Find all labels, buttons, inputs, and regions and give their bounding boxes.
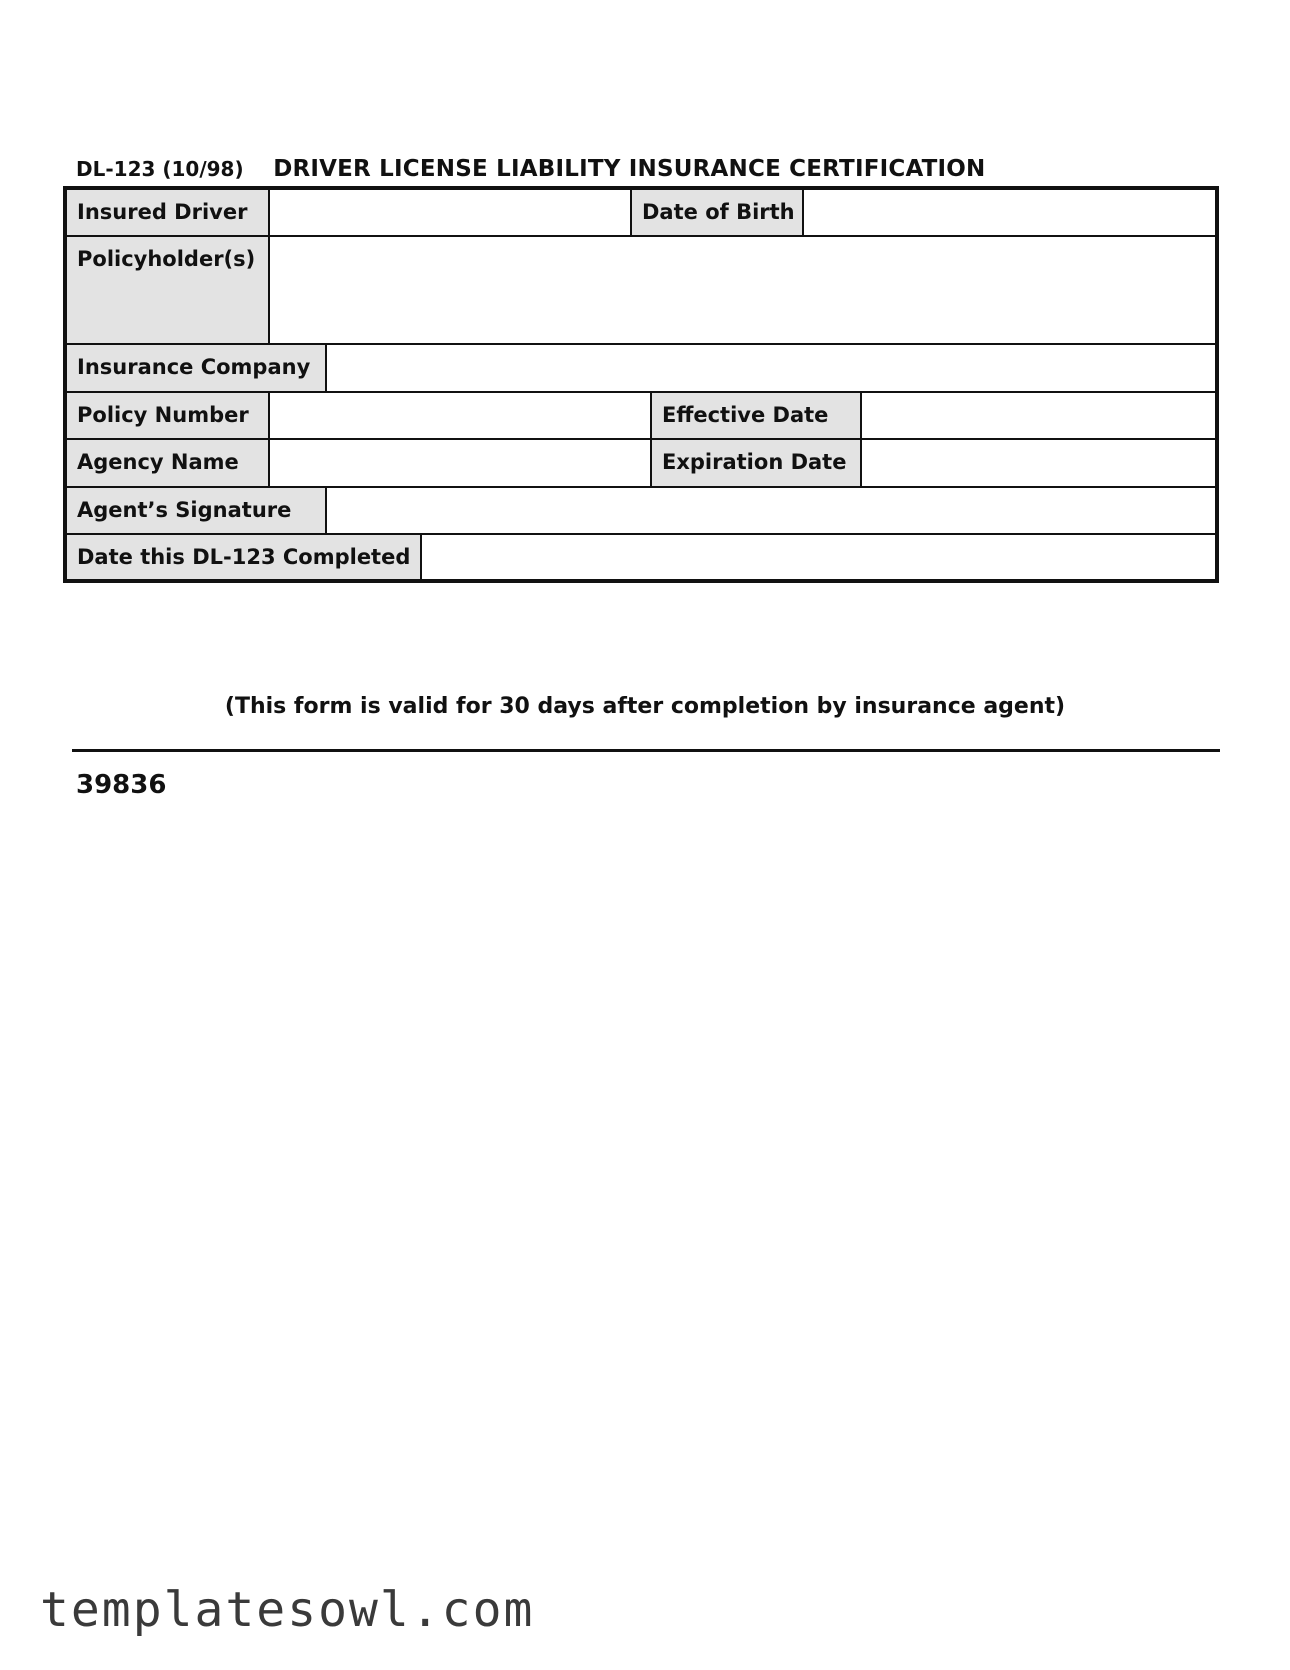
- footer-divider: [72, 749, 1220, 752]
- form-code: DL-123 (10/98): [76, 157, 244, 181]
- form-header: [76, 156, 986, 182]
- expiration-date-label: Expiration Date: [652, 440, 862, 486]
- row-policyholders: [67, 237, 1215, 345]
- policyholders-field[interactable]: [270, 237, 1215, 343]
- form-number: 39836: [76, 770, 167, 800]
- row-agency-name: [67, 440, 1215, 488]
- policyholders-label: Policyholder(s): [67, 237, 270, 343]
- insured-driver-label: Insured Driver: [67, 190, 270, 235]
- agency-name-field[interactable]: [270, 440, 652, 486]
- row-date-completed: [67, 535, 1215, 579]
- effective-date-label: Effective Date: [652, 393, 862, 438]
- watermark: templatesowl.com: [40, 1582, 535, 1638]
- effective-date-field[interactable]: [862, 393, 1215, 438]
- row-policy-number: [67, 393, 1215, 440]
- agents-signature-field[interactable]: [327, 488, 1215, 533]
- row-insurance-company: [67, 345, 1215, 393]
- certification-form: [63, 186, 1219, 583]
- row-agents-signature: [67, 488, 1215, 535]
- expiration-date-field[interactable]: [862, 440, 1215, 486]
- row-insured-driver: [67, 190, 1215, 237]
- date-of-birth-field[interactable]: [804, 190, 1215, 235]
- insured-driver-field[interactable]: [270, 190, 632, 235]
- insurance-company-label: Insurance Company: [67, 345, 327, 391]
- policy-number-field[interactable]: [270, 393, 652, 438]
- policy-number-label: Policy Number: [67, 393, 270, 438]
- validity-note: (This form is valid for 30 days after completion by insurance agent): [224, 694, 1066, 719]
- date-of-birth-label: Date of Birth: [632, 190, 804, 235]
- date-completed-field[interactable]: [422, 535, 1215, 579]
- insurance-company-field[interactable]: [327, 345, 1215, 391]
- form-title: DRIVER LICENSE LIABILITY INSURANCE CERTIFICATION: [273, 156, 986, 182]
- agents-signature-label: Agent’s Signature: [67, 488, 327, 533]
- agency-name-label: Agency Name: [67, 440, 270, 486]
- date-completed-label: Date this DL-123 Completed: [67, 535, 422, 579]
